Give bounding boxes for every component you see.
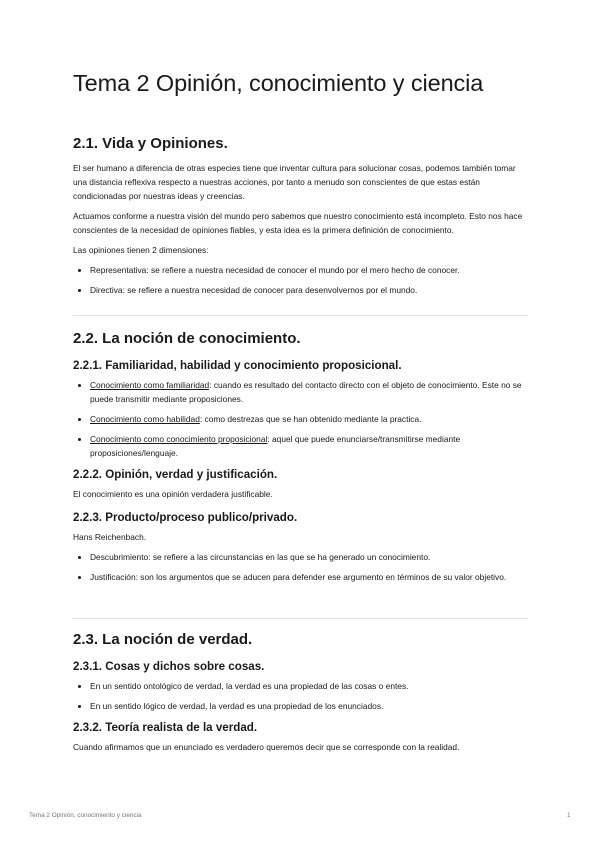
term-link[interactable]: Conocimiento como habilidad	[90, 414, 200, 424]
section-divider	[73, 618, 528, 619]
subsection-heading: 2.2.1. Familiaridad, habilidad y conocimiento proposicional.	[73, 359, 402, 372]
paragraph: Hans Reichenbach.	[73, 532, 147, 542]
bullet-list	[73, 550, 528, 584]
section-2-2	[73, 330, 528, 590]
list-item: • Directiva: se refiere a nuestra necesidad de conocer para desenvolvernos por el mundo.	[90, 283, 528, 297]
subsection-heading: 2.3.2. Teoría realista de la verdad.	[73, 721, 258, 734]
list-item-text: : aquel que puede enunciarse/transmitirse mediante proposiciones/lenguaje.	[90, 434, 461, 458]
list-item-text: : como destrezas que se han obtenido mediante la practica.	[199, 414, 422, 424]
subsection-heading: 2.3.1. Cosas y dichos sobre cosas.	[73, 660, 265, 673]
list-item	[90, 412, 528, 426]
paragraph: Las opiniones tienen 2 dimensiones:	[73, 245, 209, 255]
paragraph: El ser humano a diferencia de otras especies tiene que inventar cultura para solucionar cosas, podemos también tomar una distancia reflexiva respecto a nuestras acciones, por tanto a menudo son conscientes de que estas están condicionadas por nuestras ideas y creencias.	[73, 163, 516, 201]
document-title: Tema 2 Opinión, conocimiento y ciencia	[73, 70, 484, 96]
bullet-list	[73, 679, 528, 713]
bullet-list	[73, 263, 528, 297]
list-item: • En un sentido ontológico de verdad, la verdad es una propiedad de las cosas o entes.	[90, 679, 528, 693]
section-heading: 2.3. La noción de verdad.	[73, 631, 253, 648]
term-link[interactable]: Conocimiento como familiaridad	[90, 380, 210, 390]
paragraph: El conocimiento es una opinión verdadera justificable.	[73, 489, 273, 499]
list-item-text: : cuando es resultado del contacto directo con el objeto de conocimiento. Este no se puede transmitir mediante proposiciones.	[90, 380, 522, 404]
list-item	[90, 432, 528, 460]
footer-title: Tema 2 Opinión, conocimiento y ciencia	[29, 812, 142, 819]
list-item: • En un sentido lógico de verdad, la verdad es una propiedad de los enunciados.	[90, 699, 528, 713]
term-link[interactable]: Conocimiento como conocimiento proposicional	[90, 434, 268, 444]
list-item	[90, 378, 528, 406]
section-2-1	[73, 135, 528, 303]
section-heading: 2.1. Vida y Opiniones.	[73, 135, 228, 152]
bullet-list	[73, 378, 528, 460]
list-item: • Justificación: son los argumentos que se aducen para defender ese argumento en términos de su valor objetivo.	[90, 570, 528, 584]
section-divider	[73, 315, 528, 316]
subsection-heading: 2.2.3. Producto/proceso publico/privado.	[73, 511, 298, 524]
paragraph: Actuamos conforme a nuestra visión del mundo pero sabemos que nuestro conocimiento está incompleto. Esto nos hace conscientes de la necesidad de opiniones fiables, y esta idea es la primera definición de conocimiento.	[73, 211, 523, 235]
list-item: • Representativa: se refiere a nuestra necesidad de conocer el mundo por el mero hecho de conocer.	[90, 263, 528, 277]
page-number: 1	[567, 812, 571, 819]
paragraph: Cuando afirmamos que un enunciado es verdadero queremos decir que se corresponde con la realidad.	[73, 742, 460, 752]
section-heading: 2.2. La noción de conocimiento.	[73, 330, 301, 347]
section-2-3	[73, 631, 528, 760]
list-item: • Descubrimiento: se refiere a las circunstancias en las que se ha generado un conocimiento.	[90, 550, 528, 564]
subsection-heading: 2.2.2. Opinión, verdad y justificación.	[73, 468, 278, 481]
